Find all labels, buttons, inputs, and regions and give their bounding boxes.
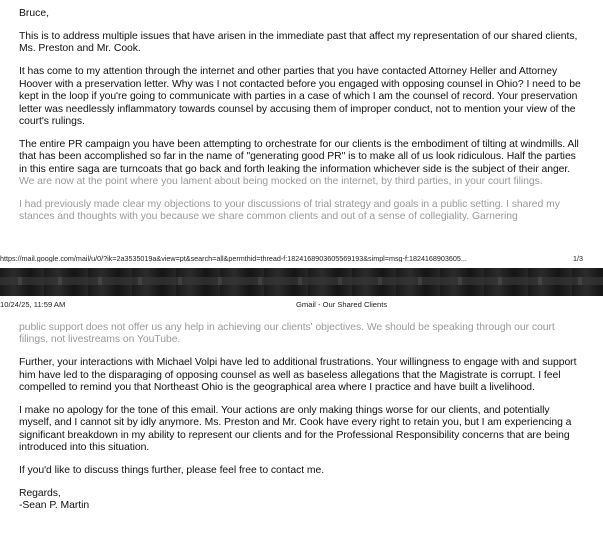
- pdf-page-2: [0, 296, 603, 541]
- print-footer: [0, 254, 603, 262]
- paragraph-contact: If you'd like to discuss things further, please feel free to contact me.: [19, 465, 325, 477]
- email-body-page-2: [19, 322, 584, 523]
- footer-page-number: 1/3: [573, 254, 583, 262]
- pdf-page-1: [0, 0, 603, 262]
- closing: Regards,: [19, 488, 61, 500]
- footer-url: https://mail.google.com/mail/u/0/?ik=2a3535019a&view=pt&search=all&permthid=thread-f:1824168903605569193&simpl=msg-f:1824168903605...: [0, 254, 467, 262]
- paragraph-trial-strategy: I had previously made clear my objections to your discussions of trial strategy and goals in a public setting. I shared my stances and thoughts with you because we share common clients and out of a sense of collegiality. Garnering: [19, 198, 560, 223]
- pr-campaign-faded-text: We are now at the point where you lament about being mocked on the internet, by third parties, in your court filings.: [19, 176, 543, 188]
- paragraph-pr-campaign: [19, 139, 584, 189]
- header-date: 10/24/25, 11:59 AM: [0, 300, 66, 309]
- header-title: Gmail - Our Shared Clients: [296, 300, 388, 309]
- separator-strip: [0, 277, 603, 285]
- paragraph-intro: This is to address multiple issues that have arisen in the immediate past that affect my representation of our shared clients, Ms. Preston and Mr. Cook.: [19, 31, 578, 55]
- paragraph-preservation-letter: It has come to my attention through the internet and other parties that you have contacted Attorney Heller and Attorney Hoover with a preservation letter. Why was I not contacted before you engaged with opposing counsel in Ohio? I need to be kept in the loop if you're going to communicate with parties in a case of which I am the counsel of record. Your preservation letter was needlessly inflammatory towards counsel by accusing them of improper conduct, not to mention your view of the court's rulings.: [19, 66, 581, 127]
- paragraph-no-apology: I make no apology for the tone of this email. Your actions are only making things worse for our clients, and potentially myself, and I cannot sit by idly anymore. Ms. Preston and Mr. Cook have every right to retain you, but I am experiencing a significant breakdown in my ability to represent our clients and for the Professional Responsibility concerns that are being introduced into this situation.: [19, 405, 572, 454]
- signature: -Sean P. Martin: [19, 500, 90, 512]
- paragraph-continuation: public support does not offer us any help in achieving our clients' objectives. We should be speaking through our court filings, not livestreams on YouTube.: [19, 322, 555, 346]
- page-separator: [0, 268, 603, 296]
- paragraph-volpi: Further, your interactions with Michael Volpi have led to additional frustrations. Your willingness to engage with and support him have led to the disparaging of opposing counsel as well as baseless allegations that the Magistrate is corrupt. I feel compelled to remind you that Northeast Ohio is the geographical area where I practice and have built a livelihood.: [19, 357, 577, 394]
- greeting: Bruce,: [19, 8, 50, 19]
- email-body-page-1: [19, 31, 584, 234]
- pr-campaign-text: The entire PR campaign you have been attempting to orchestrate for our clients is the embodiment of tilting at windmills. All that has been accomplished so far in the name of "generating good PR" is to make all of us look ridiculous. Half the parties in this entire saga are turncoats that go back and forth leaking the information whichever side is the subject of their anger.: [19, 138, 579, 175]
- print-header: [0, 300, 603, 312]
